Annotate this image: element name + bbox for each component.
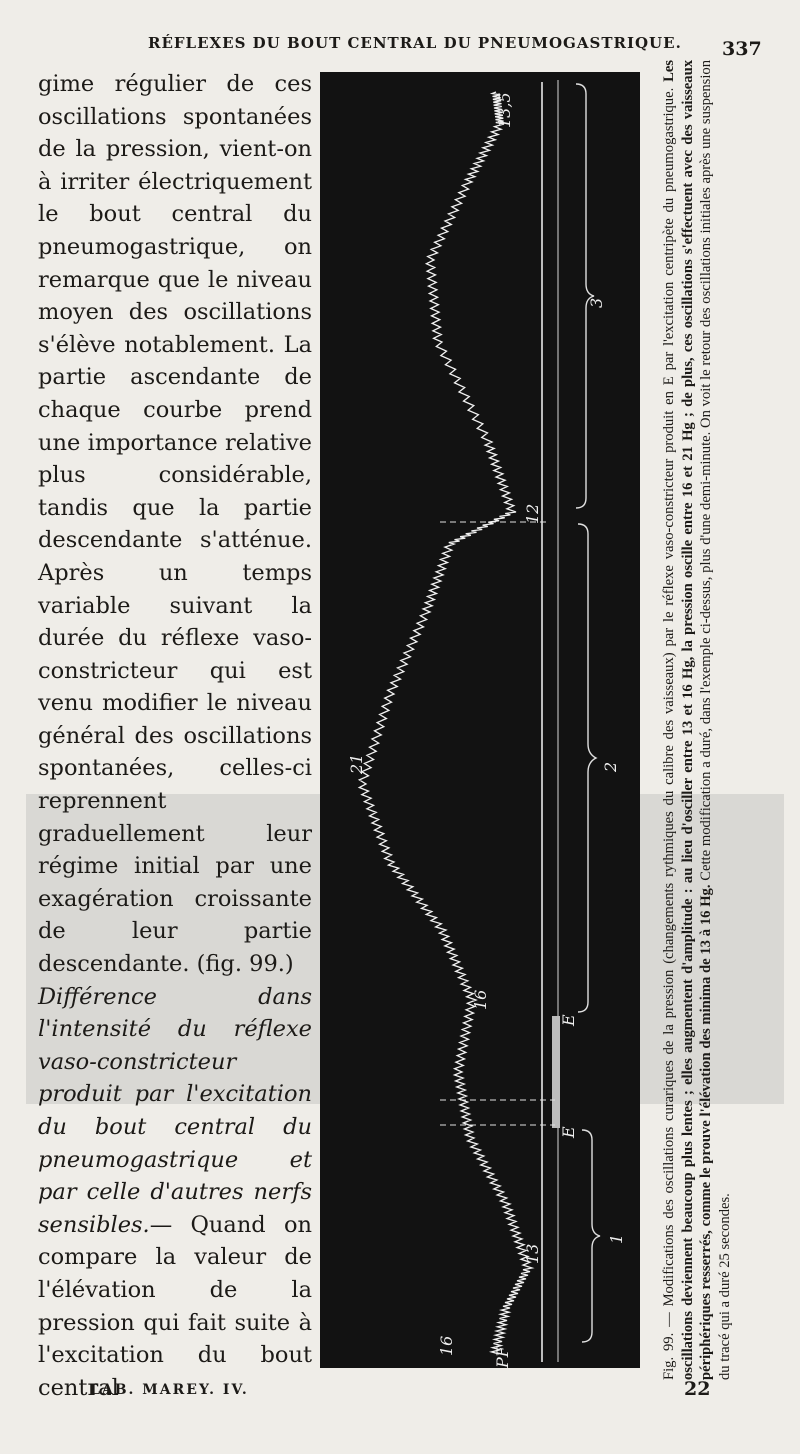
- phase-1-brace: [582, 1130, 600, 1342]
- label-start-16: 16: [437, 1335, 456, 1356]
- phase-2-brace: [578, 524, 596, 1012]
- sheet-number: 22: [684, 1378, 711, 1400]
- paragraph-2: [38, 981, 312, 1405]
- caption-bold: Les oscillations deviennent beaucoup plus lentes ; elles augmentent d'amplitude : au lieu d'osciller entre 13 et 16 Hg, la pression oscille entre 16 et 21 Hg ; de plus, ces oscillations s'effectuent avec des vaisseaux périphériques resserrés, comme le prouve l'élévation des minima de 13 à 16 Hg.: [661, 60, 715, 1380]
- marker-e-1: E: [559, 1126, 578, 1138]
- caption-title: Fig. 99. — Modifications des oscillations curariques de la pression (changements rythmiques du calibre des vaisseaux) par le réflexe vaso-constricteur produit en E par l'excitation centripète du pneumogastrique.: [661, 87, 677, 1380]
- label-13-5: 13,5: [495, 92, 514, 128]
- phase-label-1: 1: [607, 1233, 626, 1244]
- label-16: 16: [471, 989, 490, 1010]
- phase-label-2: 2: [601, 761, 620, 772]
- label-12: 12: [523, 503, 542, 524]
- pressure-trace: [359, 92, 532, 1354]
- paragraph-2-text: — Quand on compare la valeur de l'élévation de la pression qui fait suite à l'excitation du bout central: [38, 1211, 312, 1401]
- label-13: 13: [523, 1243, 542, 1264]
- figure-caption-area: [660, 60, 770, 1380]
- running-title: RÉFLEXES DU BOUT CENTRAL DU PNEUMOGASTRIQUE.: [148, 34, 682, 52]
- phase-3-brace: [576, 84, 594, 508]
- page-number: 337: [722, 38, 762, 60]
- phase-label-3: 3: [587, 297, 606, 308]
- figure-caption: [660, 60, 770, 1380]
- caption-rest: Cette modification a duré, dans l'exemple ci-dessus, plus d'une demi-minute. On voit le retour des oscillations initiales après une suspension du tracé qui a duré 25 secondes.: [698, 60, 733, 1380]
- text-column: [38, 68, 312, 1404]
- label-21: 21: [347, 753, 366, 774]
- marker-e-2: E: [559, 1014, 578, 1026]
- paragraph-1: gime régulier de ces oscillations spontanées de la pression, vient-on à irriter électriquement le bout central du pneumogastrique, on remarque que le niveau moyen des oscillations s'élève notablement. La partie ascendante de chaque courbe prend une importance relative plus considérable, tandis que la partie descendante s'atténue. Après un temps variable suivant la durée du réflexe vaso-constricteur qui est venu modifier le niveau général des oscillations spontanées, celles-ci reprennent graduellement leur régime initial par une exagération croissante de leur partie descendante. (fig. 99.): [38, 71, 312, 978]
- footer-signature: LAB. MAREY. IV.: [90, 1382, 249, 1398]
- kymograph-trace: [320, 72, 640, 1368]
- figure-99-plate: [320, 72, 640, 1368]
- excitation-signal: [552, 1016, 560, 1128]
- subheading: Différence dans l'intensité du réflexe vaso-constricteur produit par l'excitation du bout central du pneumogastrique et par celle d'autres nerfs sensibles.: [38, 983, 312, 1238]
- label-pf: PF: [493, 1346, 512, 1368]
